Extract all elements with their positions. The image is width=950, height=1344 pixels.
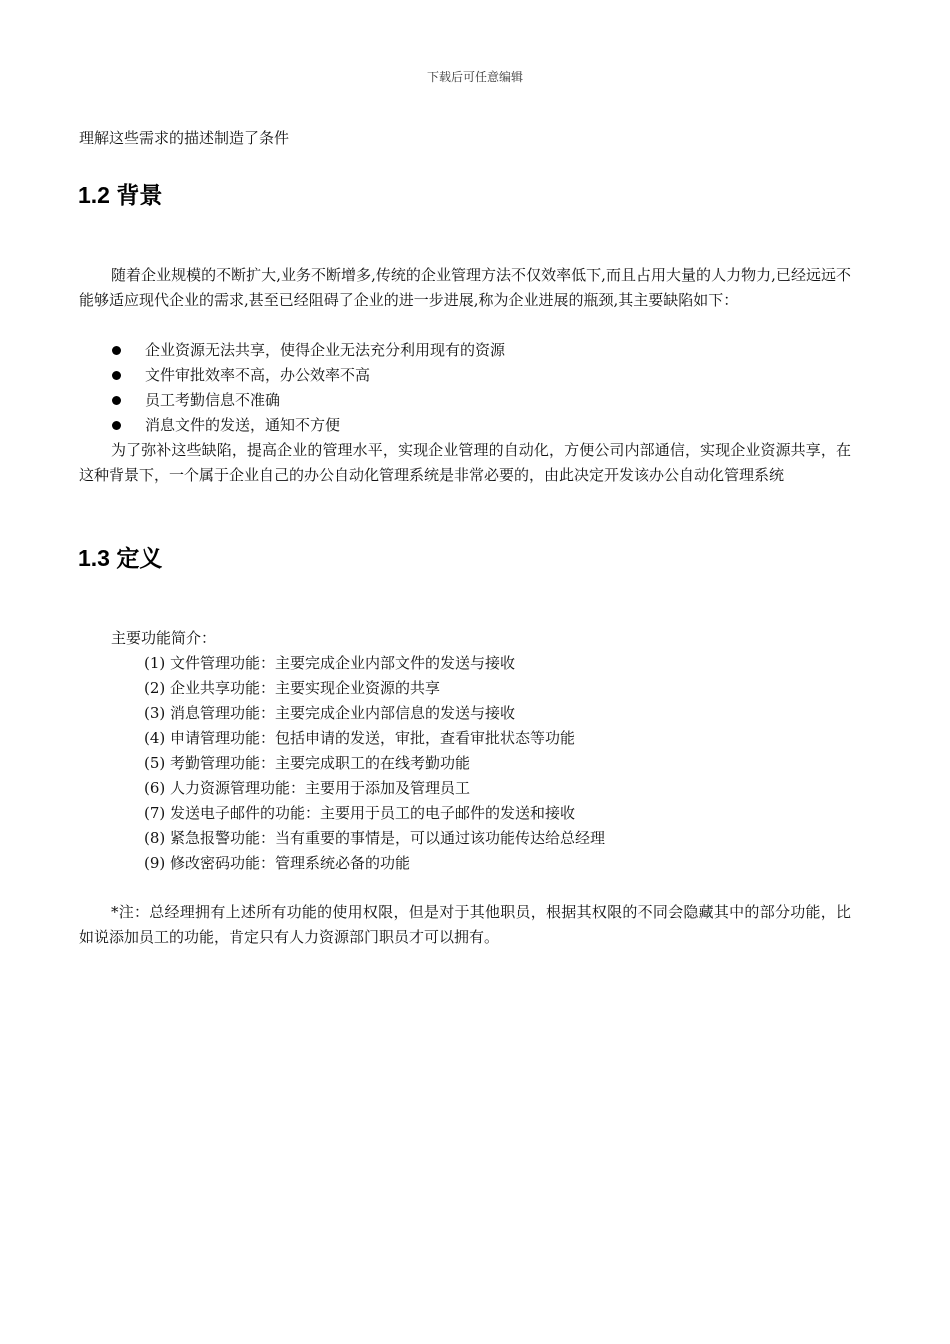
function-item: (9) 修改密码功能：管理系统必备的功能: [144, 854, 411, 872]
bullet-dot-icon: [112, 371, 121, 380]
function-item: (1) 文件管理功能：主要完成企业内部文件的发送与接收: [144, 654, 516, 672]
bullet-dot-icon: [112, 421, 121, 430]
function-item: (7) 发送电子邮件的功能：主要用于员工的电子邮件的发送和接收: [144, 804, 576, 822]
function-item: (4) 申请管理功能：包括申请的发送，审批，查看审批状态等功能: [144, 729, 576, 747]
intro-line: 理解这些需求的描述制造了条件: [79, 129, 290, 147]
function-intro: 主要功能简介：: [111, 629, 217, 647]
background-paragraph: 随着企业规模的不断扩大,业务不断增多,传统的企业管理方法不仅效率低下,而且占用大量的人力物力,已经远远不能够适应现代企业的需求,甚至已经阻碍了企业的进一步进展,称为企业进展的瓶颈,其主要缺陷如下：: [79, 266, 851, 309]
bullet-item: [79, 388, 505, 413]
bullet-dot-icon: [112, 346, 121, 355]
defect-bullet-list: [79, 338, 505, 438]
function-list: [144, 651, 605, 876]
bullet-item: [79, 413, 505, 438]
section-heading-background: 1.2 背景: [78, 182, 163, 208]
bullet-text: 文件审批效率不高，办公效率不高: [145, 366, 371, 384]
section-heading-definition: 1.3 定义: [78, 545, 163, 571]
conclusion-paragraph: 为了弥补这些缺陷，提高企业的管理水平，实现企业管理的自动化，方便公司内部通信，实现企业资源共享，在这种背景下，一个属于企业自己的办公自动化管理系统是非常必要的，由此决定开发该办公自动化管理系统: [79, 441, 851, 484]
page-header: 下载后可任意编辑: [426, 70, 523, 84]
function-item: (8) 紧急报警功能：当有重要的事情是，可以通过该功能传达给总经理: [144, 829, 606, 847]
note-paragraph: *注：总经理拥有上述所有功能的使用权限，但是对于其他职员，根据其权限的不同会隐藏其中的部分功能，比如说添加员工的功能，肯定只有人力资源部门职员才可以拥有。: [79, 903, 851, 946]
bullet-item: [79, 363, 505, 388]
function-item: (5) 考勤管理功能：主要完成职工的在线考勤功能: [144, 754, 471, 772]
bullet-text: 员工考勤信息不准确: [145, 391, 281, 409]
function-item: (6) 人力资源管理功能：主要用于添加及管理员工: [144, 779, 471, 797]
bullet-text: 企业资源无法共享，使得企业无法充分利用现有的资源: [145, 341, 506, 359]
function-item: (3) 消息管理功能：主要完成企业内部信息的发送与接收: [144, 704, 516, 722]
function-item: (2) 企业共享功能：主要实现企业资源的共享: [144, 679, 441, 697]
bullet-text: 消息文件的发送，通知不方便: [145, 416, 341, 434]
bullet-dot-icon: [112, 396, 121, 405]
bullet-item: [79, 338, 505, 363]
